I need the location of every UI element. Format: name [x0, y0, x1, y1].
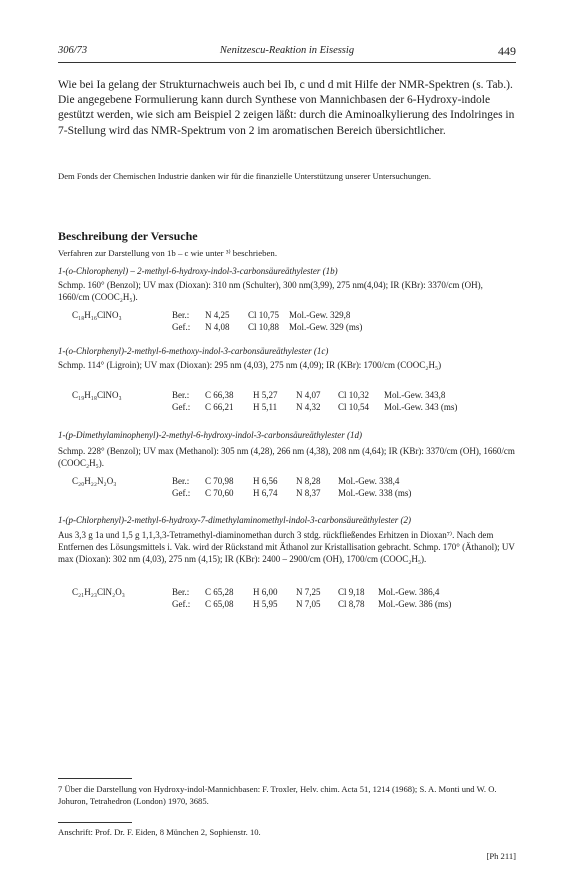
calc-value: N 7,25	[296, 587, 321, 597]
found-value: N 4,32	[296, 402, 321, 412]
found-value: H 5,11	[253, 402, 278, 412]
found-value: N 4,08	[205, 322, 230, 332]
elemental-analysis	[72, 389, 518, 413]
calc-label: Ber.:	[172, 390, 190, 400]
compound-description: Schmp. 228° (Benzol); UV max (Methanol): 305 nm (4,28), 266 nm (4,38), 208 nm (4,64); IR (KBr): 3370/cm (OH), 1660/cm (COOC₂H₅).	[58, 446, 515, 468]
footnote: 7 Über die Darstellung von Hydroxy-indol-Mannichbasen: F. Troxler, Helv. chim. Acta 51, 1214 (1968); S. A. Monti und W. O. Johuron, Tetrahedron (London) 1970, 3685.	[58, 784, 497, 806]
found-value: Mol.-Gew. 329 (ms)	[289, 322, 363, 332]
calc-value: H 6,00	[253, 587, 278, 597]
calc-value: N 4,07	[296, 390, 321, 400]
found-label: Gef.:	[172, 402, 191, 412]
calc-value: H 5,27	[253, 390, 278, 400]
found-value: Mol.-Gew. 386 (ms)	[378, 599, 452, 609]
compound-description: Schmp. 114° (Ligroin); UV max (Dioxan): 295 nm (4,03), 275 nm (4,09); IR (KBr): 1700/cm (COOC₂H₅)	[58, 360, 442, 370]
found-value: C 65,08	[205, 599, 234, 609]
calc-label: Ber.:	[172, 587, 190, 597]
page-number: 449	[498, 44, 516, 58]
calc-value: N 4,25	[205, 310, 230, 320]
found-value: Cl 8,78	[338, 599, 365, 609]
section-heading: Beschreibung der Versuche	[58, 229, 198, 243]
calc-value: Mol.-Gew. 329,8	[289, 310, 351, 320]
calc-value: C 70,98	[205, 476, 234, 486]
calc-label: Ber.:	[172, 476, 190, 486]
compound-title: 1-(o-Chlorophenyl) – 2-methyl-6-hydroxy-indol-3-carbonsäureäthylester (1b)	[58, 266, 338, 276]
footnote-rule	[58, 778, 132, 779]
elemental-analysis	[72, 309, 512, 333]
molecular-formula: C₁₉H₁₈ClNO₃	[72, 390, 122, 400]
molecular-formula: C₂₀H₂₂N₂O₃	[72, 476, 117, 486]
compound-title: 1-(p-Dimethylaminophenyl)-2-methyl-6-hydroxy-indol-3-carbonsäureäthylester (1d)	[58, 430, 362, 440]
molecular-formula: C₁₈H₁₆ClNO₃	[72, 310, 122, 320]
compound-title: 1-(o-Chlorphenyl)-2-methyl-6-methoxy-indol-3-carbonsäureäthylester (1c)	[58, 346, 329, 356]
manuscript-code: [Ph 211]	[486, 851, 516, 861]
elemental-analysis	[72, 475, 512, 499]
compound-title: 1-(p-Chlorphenyl)-2-methyl-6-hydroxy-7-dimethylaminomethyl-indol-3-carbonsäureäthylester (2)	[58, 515, 411, 525]
header-title: Nenitzescu-Reaktion in Eisessig	[219, 45, 355, 56]
found-value: H 6,74	[253, 488, 278, 498]
calc-label: Ber.:	[172, 310, 190, 320]
found-value: Cl 10,88	[248, 322, 280, 332]
found-value: Mol.-Gew. 338 (ms)	[338, 488, 412, 498]
found-value: Cl 10,54	[338, 402, 370, 412]
calc-value: Mol.-Gew. 343,8	[384, 390, 446, 400]
compound-description: Aus 3,3 g 1a und 1,5 g 1,1,3,3-Tetramethyl-diaminomethan durch 3 stdg. rückfließendes Erhitzen in Dioxan⁷⁾. Nach dem Entfernen des Lösungsmittels i. Vak. wird der Rückstand mit Äthanol zur Kristallisation gebracht. Schmp. 170° (Äthanol); UV max (Dioxan): 302 nm (4,03), 275 nm (4,15); IR (KBr): 2400 – 2900/cm (OH), 1700/cm (COOC₂H₅).	[58, 530, 515, 564]
found-value: Mol.-Gew. 343 (ms)	[384, 402, 458, 412]
calc-value: N 8,28	[296, 476, 321, 486]
calc-value: C 65,28	[205, 587, 234, 597]
found-label: Gef.:	[172, 488, 191, 498]
calc-value: Cl 10,32	[338, 390, 370, 400]
molecular-formula: C₂₁H₂₃ClN₂O₃	[72, 587, 125, 597]
calc-value: Mol.-Gew. 386,4	[378, 587, 440, 597]
found-label: Gef.:	[172, 322, 191, 332]
found-value: C 66,21	[205, 402, 234, 412]
header-issue: 306/73	[58, 45, 88, 56]
compound-description: Schmp. 160° (Benzol); UV max (Dioxan): 310 nm (Schulter), 300 nm(3,99), 275 nm(4,04); IR (KBr): 3370/cm (OH), 1660/cm (COOC₂H₅).	[58, 280, 483, 302]
calc-value: Cl 10,75	[248, 310, 280, 320]
header-rule	[58, 62, 516, 63]
found-value: N 8,37	[296, 488, 321, 498]
calc-value: H 6,56	[253, 476, 278, 486]
acknowledgement: Dem Fonds der Chemischen Industrie danken wir für die finanzielle Unterstützung unserer Untersuchungen.	[58, 171, 432, 181]
found-value: N 7,05	[296, 599, 321, 609]
found-value: H 5,95	[253, 599, 278, 609]
procedure-note: Verfahren zur Darstellung von 1b – c wie unter ³⁾ beschrieben.	[58, 248, 278, 258]
calc-value: C 66,38	[205, 390, 234, 400]
author-address: Anschrift: Prof. Dr. F. Eiden, 8 München 2, Sophienstr. 10.	[58, 827, 261, 837]
running-header	[58, 45, 516, 61]
calc-value: Mol.-Gew. 338,4	[338, 476, 400, 486]
found-label: Gef.:	[172, 599, 191, 609]
found-value: C 70,60	[205, 488, 234, 498]
intro-paragraph: Wie bei Ia gelang der Strukturnachweis auch bei Ib, c und d mit Hilfe der NMR-Spektren (s. Tab.). Die angegebene Formulierung kann durch Synthese von Mannichbasen der 6-Hydroxy-indole gestützt werden, wie sich am Beispiel 2 zeigen läßt: durch die Aminoalkylierung des Indolringes in 7-Stellung wird das NMR-Spektrum von 2 im aromatischen Bereich übersichtlicher.	[58, 79, 515, 137]
address-rule	[58, 822, 132, 823]
elemental-analysis	[72, 586, 518, 610]
calc-value: Cl 9,18	[338, 587, 365, 597]
